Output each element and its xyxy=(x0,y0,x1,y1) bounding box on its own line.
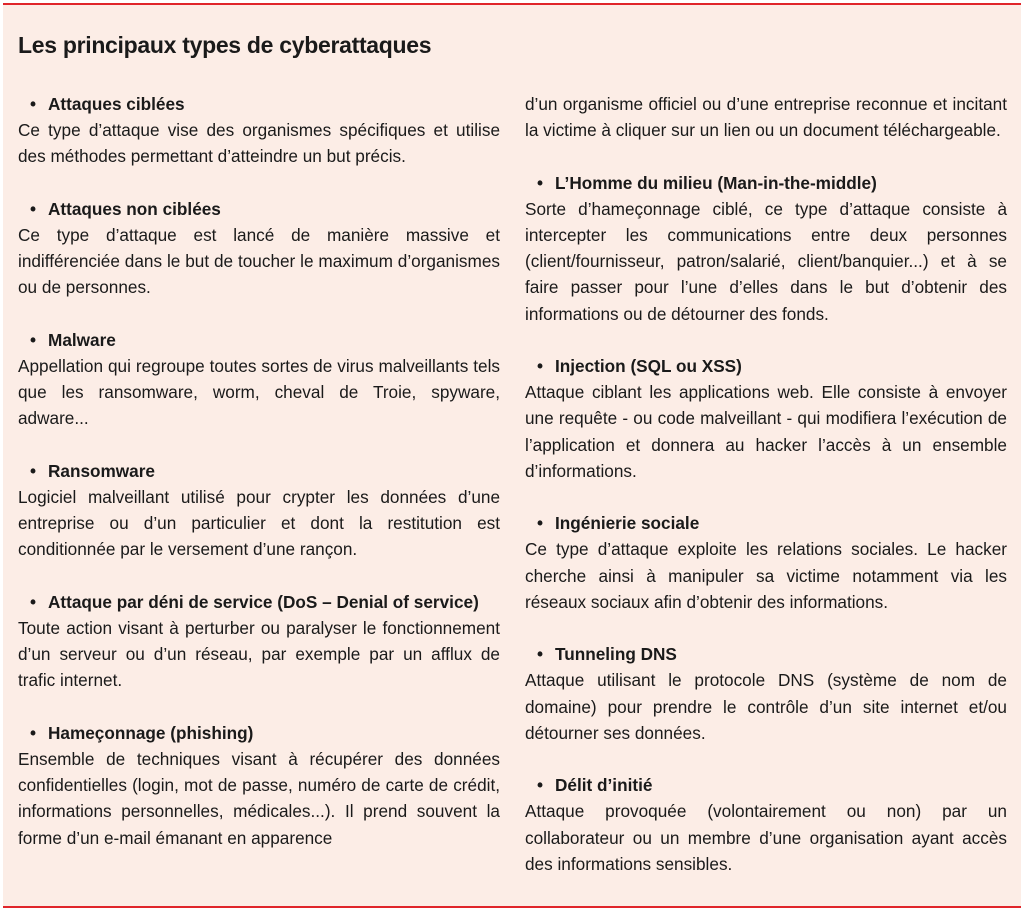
item-body: Attaque utilisant le protocole DNS (système de nom de domaine) pour prendre le contrôle d’un site internet et/ou détourner ses données. xyxy=(525,670,1007,743)
item-body: Toute action visant à perturber ou paralyser le fonctionnement d’un serveur ou d’un réseau, par exemple par un afflux de trafic internet. xyxy=(18,618,500,691)
bullet-icon: • xyxy=(30,329,37,350)
bullet-icon: • xyxy=(30,460,37,481)
item-body: Ce type d’attaque exploite les relations sociales. Le hacker cherche ainsi à manipuler sa victime notamment via les réseaux sociaux afin d’obtenir des informations. xyxy=(525,539,1007,612)
item-heading xyxy=(18,91,500,117)
bullet-icon: • xyxy=(537,356,544,376)
item-attaques-non-ciblees xyxy=(18,196,500,301)
phishing-continuation: d’un organisme officiel ou d’une entreprise reconnue et incitant la victime à cliquer sur un lien ou un document téléchargeable. xyxy=(525,94,1007,141)
item-body: Appellation qui regroupe toutes sortes de virus malveillants tels que les ransomware, worm, cheval de Troie, spyware, adware... xyxy=(18,356,500,429)
box-title: Les principaux types de cyberattaques xyxy=(18,32,432,58)
item-heading xyxy=(18,327,500,353)
item-heading-text: Injection (SQL ou XSS) xyxy=(555,356,742,376)
item-heading-text: Attaques ciblées xyxy=(48,94,185,114)
item-heading-text: Tunneling DNS xyxy=(555,644,677,665)
item-delit-d-initie xyxy=(525,772,1007,877)
item-heading-text: Hameçonnage (phishing) xyxy=(48,722,254,743)
right-column xyxy=(525,91,1007,903)
item-heading xyxy=(18,458,500,484)
item-heading xyxy=(525,772,1007,798)
item-body: Sorte d’hameçonnage ciblé, ce type d’attaque consiste à intercepter les communications entre deux personnes (client/fournisseur, patron/salarié, client/banquier...) et à se faire passer pour l’une d’elles dans le but d’obtenir des informations ou de détourner des fonds. xyxy=(525,198,1007,324)
item-heading-text: Attaque par déni de service (DoS – Denial of service) xyxy=(48,591,479,612)
item-heading xyxy=(525,641,1007,667)
item-body: Attaque provoquée (volontairement ou non) par un collaborateur ou un membre d’une organisation ayant accès des informations sensibles. xyxy=(525,801,1007,874)
item-body: Logiciel malveillant utilisé pour crypter les données d’une entreprise ou d’un particulier et dont la restitution est conditionnée par le versement d’une rançon. xyxy=(18,487,500,560)
item-attaques-ciblees xyxy=(18,91,500,170)
item-heading xyxy=(18,589,500,615)
item-heading xyxy=(525,353,1007,379)
bullet-icon: • xyxy=(537,644,544,665)
item-injection xyxy=(525,353,1007,484)
item-body: Ce type d’attaque vise des organismes spécifiques et utilise des méthodes permettant d’atteindre un but précis. xyxy=(18,120,500,167)
bullet-icon: • xyxy=(537,172,544,193)
item-heading-text: Ingénierie sociale xyxy=(555,513,700,534)
info-box xyxy=(3,3,1021,908)
bullet-icon: • xyxy=(30,591,37,612)
item-heading xyxy=(525,510,1007,536)
item-body: Attaque ciblant les applications web. Elle consiste à envoyer une requête - ou code malveillant - qui modifiera l’exécution de l’application et donnera au hacker l’accès à un ensemble d’informations. xyxy=(525,382,1007,481)
item-phishing xyxy=(18,720,500,851)
item-tunneling-dns xyxy=(525,641,1007,746)
item-heading-text: L’Homme du milieu (Man-in-the-middle) xyxy=(555,172,877,193)
left-column xyxy=(18,91,500,877)
item-body: Ensemble de techniques visant à récupérer des données confidentielles (login, mot de passe, numéro de carte de crédit, informations personnelles, médicales...). Il prend souvent la forme d’un e-mail émanant en apparence xyxy=(18,749,500,848)
item-man-in-the-middle xyxy=(525,170,1007,327)
bullet-icon: • xyxy=(537,775,544,796)
bullet-icon: • xyxy=(537,513,544,534)
item-heading xyxy=(18,196,500,222)
item-heading-text: Ransomware xyxy=(48,460,155,481)
bullet-icon: • xyxy=(30,198,37,219)
item-heading-text: Attaques non ciblées xyxy=(48,198,221,219)
item-malware xyxy=(18,327,500,432)
item-heading xyxy=(525,170,1007,196)
bullet-icon: • xyxy=(30,722,37,743)
item-body: Ce type d’attaque est lancé de manière massive et indifférenciée dans le but de toucher le maximum d’organismes ou de personnes. xyxy=(18,225,500,298)
bullet-icon: • xyxy=(30,94,37,114)
item-heading-text: Malware xyxy=(48,329,116,350)
item-ingenierie-sociale xyxy=(525,510,1007,615)
item-ransomware xyxy=(18,458,500,563)
item-heading-text: Délit d’initié xyxy=(555,775,653,796)
item-heading xyxy=(18,720,500,746)
item-dos xyxy=(18,589,500,694)
